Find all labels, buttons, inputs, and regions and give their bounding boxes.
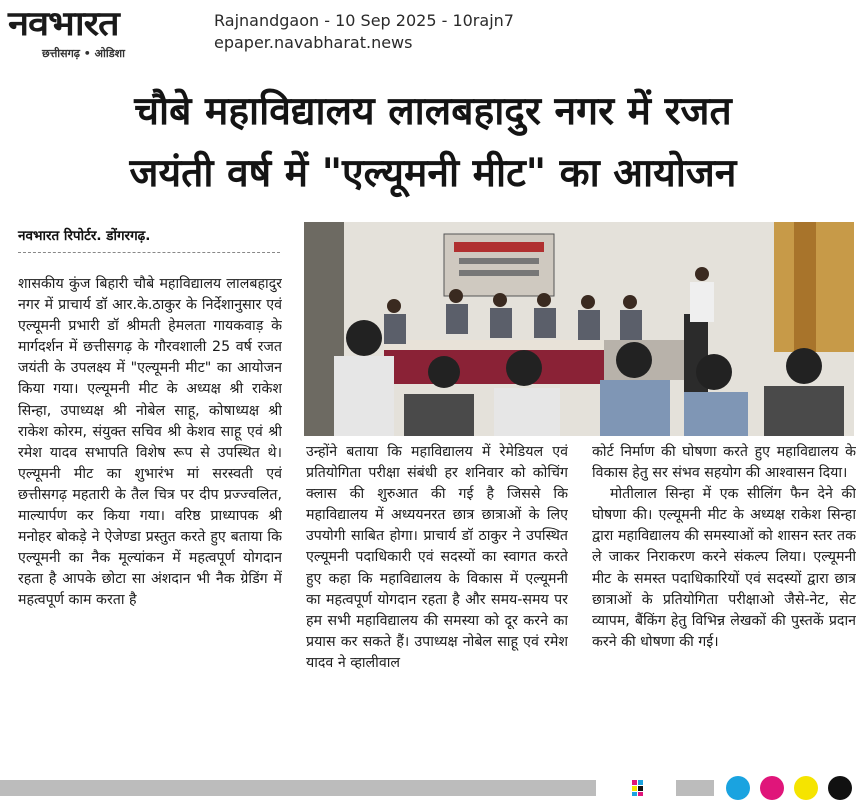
paragraph: शासकीय कुंज बिहारी चौबे महाविद्यालय लालबहादुर नगर में प्राचार्य डॉ आर.के.ठाकुर के निर्देशानुसार एवं एल्यूमनी प्रभारी डॉ श्रीमती हेमलता गायकवाड़ के मार्गदर्शन में छत्तीसगढ़ के गौरवशाली 25 वर्ष रजत जयंती के उपलक्ष्य में "एल्यूमनी मीट" का आयोजन किया गया। एल्यूमनी मीट के अध्यक्ष श्री राकेश सिन्हा, उपाध्यक्ष श्री नोबेल साहू, कोषाध्यक्ष श्री राकेश कोरम, संयुक्त सचिव श्री केशव साहू एवं श्री रमेश यादव सभापति विशेष रूप से उपस्थित थे। एल्यूमनी मीट का शुभारंभ मां सरस्वती एवं छत्तीसगढ़ महतारी के तैल चित्र पर दीप प्रज्ज्वलित, माल्यार्पण कर किया गया। वरिष्ठ प्राध्यापक श्री मनोहर बोकड़े ने ऐजेण्डा प्रस्तुत करते हुए बताया कि एल्यूमनी का नैक मूल्यांकन में महत्वपूर्ण योगदान रहता है आपके छोटा सा अंशदान भी नैक ग्रेडिंग में महत्वपूर्ण काम करता है bbox=[18, 276, 282, 609]
byline: नवभारत रिपोर्टर. डोंगरगढ़. bbox=[18, 226, 280, 253]
edition-line: Rajnandgaon - 10 Sep 2025 - 10rajn7 bbox=[214, 11, 514, 30]
logo-text: नवभारत bbox=[8, 4, 119, 44]
headline-line-1: चौबे महाविद्यालय लालबहादुर नगर में रजत bbox=[134, 89, 732, 134]
magenta-color-dot bbox=[760, 776, 784, 800]
newspaper-logo bbox=[8, 4, 198, 62]
print-registration-bar bbox=[0, 776, 860, 798]
paragraph: कोर्ट निर्माण की घोषणा करते हुए महाविद्यालय के विकास हेतु सर संभव सहयोग की आश्वासन दिया। bbox=[592, 444, 856, 482]
paragraph: उन्होंने बताया कि महाविद्यालय में रेमेडियल एवं प्रतियोगिता परीक्षा संबंधी हर शनिवार को कोचिंग क्लास की शुरुआत की गई है जिससे कि महाविद्यालय में अध्ययनरत छात्र छात्राओं के लिए उपयोगी साबित होगा। प्राचार्य डॉ ठाकुर ने उपस्थित एल्यूमनी पदाधिकारी एवं सदस्यों का स्वागत करते हुए कहा कि महाविद्यालय के विकास में एल्यूमनी का महत्वपूर्ण योगदान रहता है और समय-समय पर हम सभी महाविद्यालय की समस्या को दूर करने का प्रयास कर सकते हैं। उपाध्यक्ष नोबेल साहू एवं रमेश यादव ने व्हालीवाल bbox=[306, 444, 568, 671]
grey-registration-block bbox=[676, 780, 714, 796]
logo-subtitle: छत्तीसगढ़ • ओडिशा bbox=[42, 47, 125, 60]
black-color-dot bbox=[828, 776, 852, 800]
headline-line-2: जयंती वर्ष में "एल्यूमनी मीट" का आयोजन bbox=[129, 151, 737, 196]
masthead bbox=[0, 0, 860, 64]
article-column-1 bbox=[18, 274, 282, 760]
yellow-color-dot bbox=[794, 776, 818, 800]
registration-grid-icon bbox=[632, 780, 648, 796]
article-column-2 bbox=[306, 442, 568, 760]
photo-illustration bbox=[304, 222, 854, 436]
grey-registration-strip bbox=[0, 780, 596, 796]
cyan-color-dot bbox=[726, 776, 750, 800]
site-link[interactable]: epaper.navabharat.news bbox=[214, 33, 413, 52]
paragraph: मोतीलाल सिन्हा में एक सीलिंग फैन देने की घोषणा की। एल्यूमनी मीट के अध्यक्ष राकेश सिन्हा द्वारा महाविद्यालय की समस्याओं को शासन स्तर तक ले जाकर निराकरण करने संकल्प लिया। एल्यूमनी मीट के समस्त पदाधिकारियों एवं सदस्यों द्वारा छात्र छात्राओं के प्रतियोगिता परीक्षाओ जैसे-नेट, सेट व्यापम, बैंकिंग हेतु विभिन्न लेखकों की पुस्तकें प्रदान करने की धोषणा की गई। bbox=[592, 486, 856, 650]
article-column-3 bbox=[592, 442, 856, 760]
meeting-hall-photo bbox=[304, 222, 854, 436]
